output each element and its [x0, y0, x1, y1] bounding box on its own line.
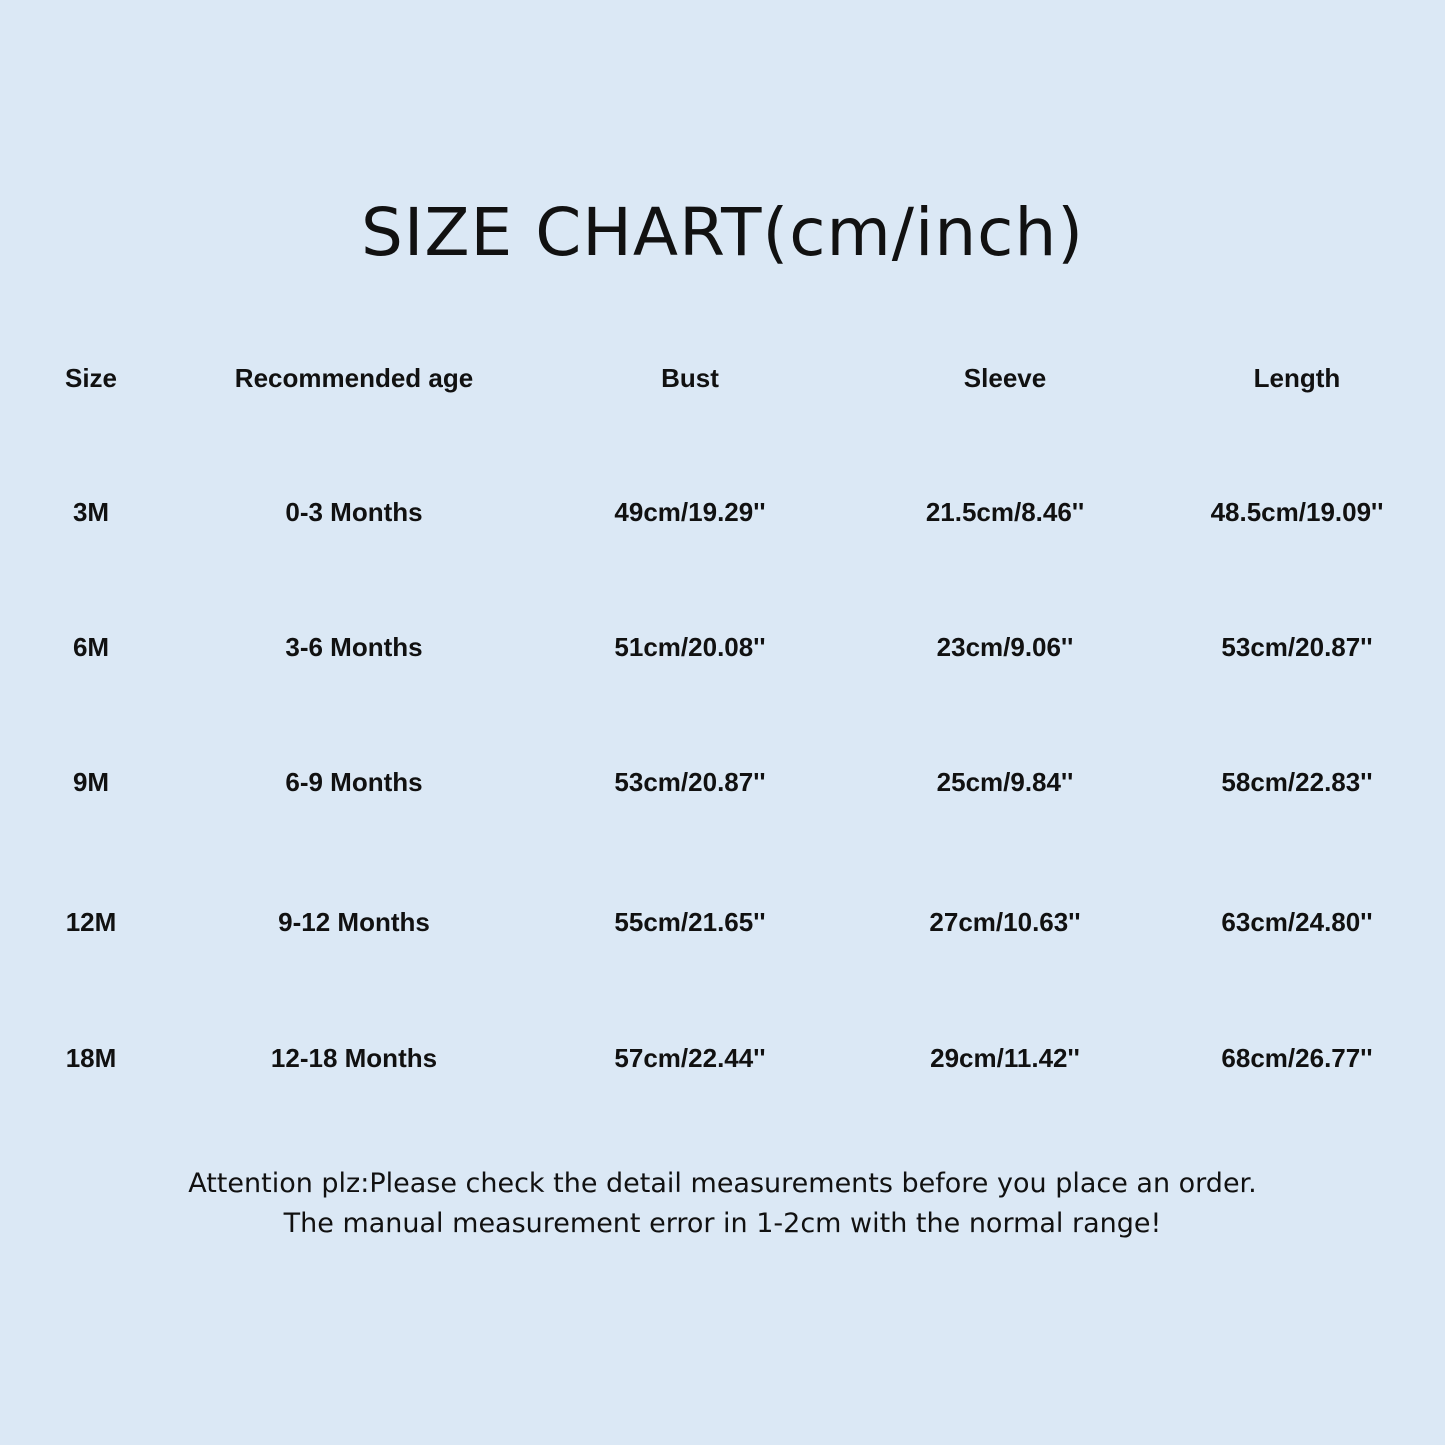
cell-sleeve: 21.5cm/8.46'': [925, 497, 1085, 527]
page-title: SIZE CHART(cm/inch): [360, 194, 1085, 271]
cell-size: 18M: [65, 1043, 117, 1073]
cell-size: 9M: [72, 767, 110, 797]
cell-size: 12M: [65, 907, 117, 937]
cell-sleeve: 29cm/11.42'': [930, 1043, 1080, 1073]
header-recommended-age: Recommended age: [234, 363, 474, 393]
cell-size: 6M: [72, 632, 110, 662]
cell-age: 12-18 Months: [270, 1043, 438, 1073]
cell-age: 6-9 Months: [285, 767, 423, 797]
cell-sleeve: 25cm/9.84'': [936, 767, 1074, 797]
attention-note: Attention plz:Please check the detail measurements before you place an order.: [188, 1168, 1257, 1199]
cell-bust: 51cm/20.08'': [614, 632, 766, 662]
cell-bust: 57cm/22.44'': [614, 1043, 766, 1073]
cell-bust: 49cm/19.29'': [614, 497, 766, 527]
header-bust: Bust: [661, 363, 719, 393]
cell-length: 58cm/22.83'': [1221, 767, 1373, 797]
header-sleeve: Sleeve: [963, 363, 1047, 393]
cell-length: 68cm/26.77'': [1221, 1043, 1373, 1073]
header-length: Length: [1253, 363, 1341, 393]
header-size: Size: [64, 363, 118, 393]
cell-bust: 53cm/20.87'': [614, 767, 766, 797]
cell-size: 3M: [72, 497, 110, 527]
cell-length: 53cm/20.87'': [1221, 632, 1373, 662]
cell-sleeve: 23cm/9.06'': [936, 632, 1074, 662]
cell-age: 3-6 Months: [285, 632, 423, 662]
cell-length: 48.5cm/19.09'': [1210, 497, 1384, 527]
cell-length: 63cm/24.80'': [1221, 907, 1373, 937]
cell-bust: 55cm/21.65'': [614, 907, 766, 937]
cell-age: 9-12 Months: [278, 907, 430, 937]
cell-age: 0-3 Months: [285, 497, 423, 527]
cell-sleeve: 27cm/10.63'': [929, 907, 1081, 937]
measurement-error-note: The manual measurement error in 1-2cm with the normal range!: [283, 1208, 1162, 1239]
